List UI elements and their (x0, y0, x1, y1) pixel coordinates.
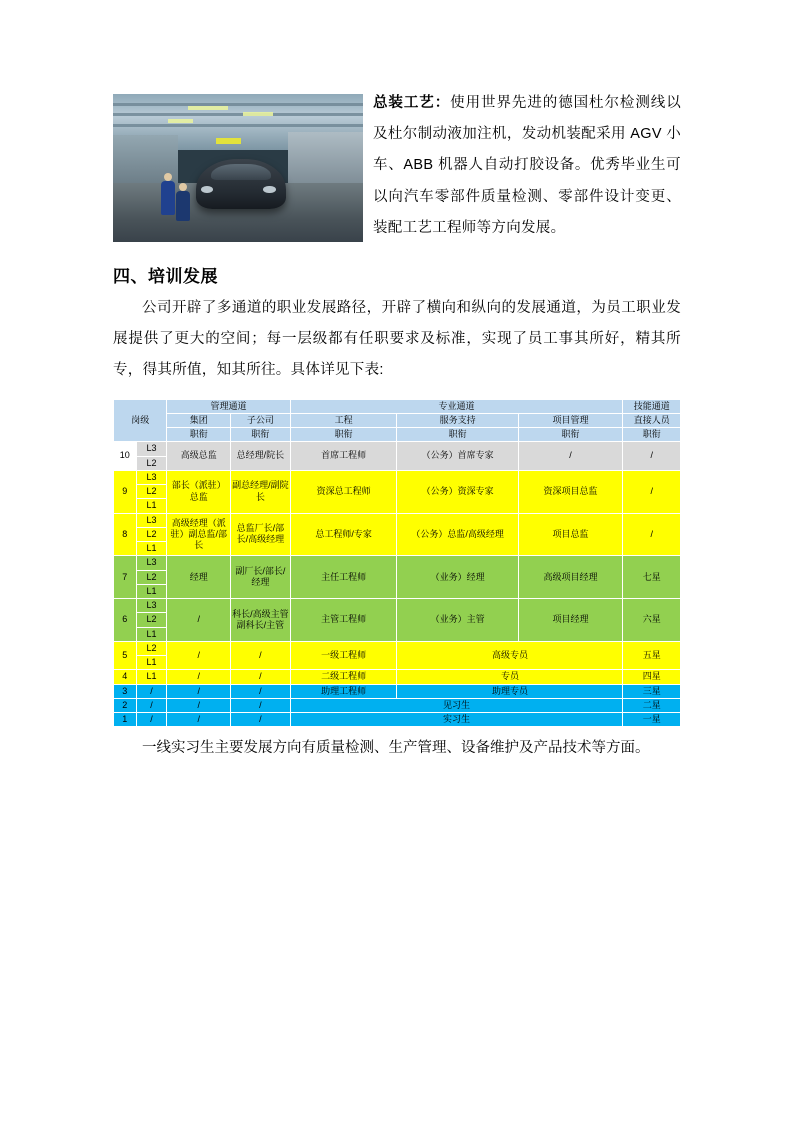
service-cell: （公务）资深专家 (397, 470, 518, 513)
skill-cell: / (623, 470, 681, 513)
eng-cell: 主管工程师 (290, 599, 397, 642)
header-skill-channel: 技能通道 (623, 399, 681, 413)
header-title-engineering: 职衔 (290, 428, 397, 442)
rank-cell: 7 (114, 556, 137, 599)
intro-block (113, 88, 681, 244)
career-path-table (113, 399, 681, 728)
level-cell: L2 (136, 570, 167, 584)
level-cell: / (136, 684, 167, 698)
level-cell: L2 (136, 527, 167, 541)
sub-cell: / (231, 713, 291, 727)
service-cell: （业务）经理 (397, 556, 518, 599)
eng-cell: 主任工程师 (290, 556, 397, 599)
table-row (114, 442, 681, 456)
table-row (114, 641, 681, 655)
skill-cell: 四星 (623, 670, 681, 684)
table-header-row-1 (114, 399, 681, 413)
header-title-group: 职衔 (167, 428, 231, 442)
level-cell: L3 (136, 599, 167, 613)
header-engineering: 工程 (290, 413, 397, 427)
level-cell: / (136, 713, 167, 727)
skill-cell: / (623, 513, 681, 556)
group-cell: / (167, 684, 231, 698)
level-cell: L1 (136, 584, 167, 598)
table-row (114, 599, 681, 613)
table-row (114, 713, 681, 727)
sub-cell: / (231, 684, 291, 698)
project-cell: / (518, 442, 623, 471)
level-cell: L1 (136, 499, 167, 513)
assembly-line-photo (113, 94, 363, 242)
header-rank: 岗级 (114, 399, 167, 442)
skill-cell: 一星 (623, 713, 681, 727)
level-cell: L2 (136, 485, 167, 499)
group-cell: 经理 (167, 556, 231, 599)
level-cell: L1 (136, 627, 167, 641)
header-direct-staff: 直接人员 (623, 413, 681, 427)
service-project-cell: 高级专员 (397, 641, 623, 670)
skill-cell: 五星 (623, 641, 681, 670)
project-cell: 资深项目总监 (518, 470, 623, 513)
service-cell: （业务）主管 (397, 599, 518, 642)
eng-cell: 一级工程师 (290, 641, 397, 670)
sub-cell: / (231, 698, 291, 712)
eng-cell: 首席工程师 (290, 442, 397, 471)
table-row (114, 470, 681, 484)
table-header-row-2 (114, 413, 681, 427)
group-cell: / (167, 670, 231, 684)
group-cell: / (167, 698, 231, 712)
table-row (114, 698, 681, 712)
rank-cell: 1 (114, 713, 137, 727)
level-cell: L3 (136, 556, 167, 570)
merged-all-cell: 实习生 (290, 713, 623, 727)
group-cell: 高级总监 (167, 442, 231, 471)
eng-cell: 总工程师/专家 (290, 513, 397, 556)
document-content (113, 88, 681, 764)
header-service-support: 服务支持 (397, 413, 518, 427)
level-cell: L1 (136, 656, 167, 670)
header-title-service: 职衔 (397, 428, 518, 442)
skill-cell: 三星 (623, 684, 681, 698)
service-cell: （公务）首席专家 (397, 442, 518, 471)
rank-cell: 10 (114, 442, 137, 471)
level-cell: L3 (136, 442, 167, 456)
eng-cell: 二级工程师 (290, 670, 397, 684)
rank-cell: 5 (114, 641, 137, 670)
merged-all-cell: 见习生 (290, 698, 623, 712)
level-cell: L3 (136, 470, 167, 484)
rank-cell: 6 (114, 599, 137, 642)
sub-cell: 科长/高级主管副科长/主管 (231, 599, 291, 642)
level-cell: L1 (136, 670, 167, 684)
level-cell: / (136, 698, 167, 712)
header-group: 集团 (167, 413, 231, 427)
level-cell: L2 (136, 456, 167, 470)
level-cell: L3 (136, 513, 167, 527)
rank-cell: 3 (114, 684, 137, 698)
group-cell: 高级经理（派驻）副总监/部长 (167, 513, 231, 556)
skill-cell: 六星 (623, 599, 681, 642)
level-cell: L2 (136, 641, 167, 655)
sub-cell: / (231, 641, 291, 670)
section-heading: 四、培训发展 (113, 267, 218, 286)
table-row (114, 556, 681, 570)
service-project-cell: 助理专员 (397, 684, 623, 698)
skill-cell: 七星 (623, 556, 681, 599)
rank-cell: 4 (114, 670, 137, 684)
header-professional-channel: 专业通道 (290, 399, 623, 413)
sub-cell: / (231, 670, 291, 684)
eng-cell: 资深总工程师 (290, 470, 397, 513)
intro-text: 使用世界先进的德国杜尔检测线以及杜尔制动液加注机，发动机装配采用 AGV 小车、ABB 机器人自动打胶设备。优秀毕业生可以向汽车零部件质量检测、零部件设计变更、装配工艺工程师等方向发展。 (373, 95, 681, 236)
section-paragraph: 公司开辟了多通道的职业发展路径，开辟了横向和纵向的发展通道，为员工职业发展提供了更大的空间；每一层级都有任职要求及标准，实现了员工事其所好，精其所专，得其所值，知其所往。具体详见下表: (113, 300, 681, 379)
header-project-management: 项目管理 (518, 413, 623, 427)
rank-cell: 2 (114, 698, 137, 712)
table-header-row-3 (114, 428, 681, 442)
project-cell: 项目总监 (518, 513, 623, 556)
skill-cell: / (623, 442, 681, 471)
eng-cell: 助理工程师 (290, 684, 397, 698)
header-subsidiary: 子公司 (231, 413, 291, 427)
rank-cell: 8 (114, 513, 137, 556)
table-row (114, 670, 681, 684)
header-title-subsidiary: 职衔 (231, 428, 291, 442)
header-title-skill: 职衔 (623, 428, 681, 442)
header-title-project: 职衔 (518, 428, 623, 442)
skill-cell: 二星 (623, 698, 681, 712)
level-cell: L1 (136, 542, 167, 556)
intro-lead: 总装工艺： (373, 95, 451, 111)
table-row (114, 513, 681, 527)
group-cell: / (167, 641, 231, 670)
level-cell: L2 (136, 613, 167, 627)
sub-cell: 副总经理/副院长 (231, 470, 291, 513)
sub-cell: 副厂长/部长/经理 (231, 556, 291, 599)
rank-cell: 9 (114, 470, 137, 513)
table-row (114, 684, 681, 698)
project-cell: 项目经理 (518, 599, 623, 642)
group-cell: / (167, 713, 231, 727)
service-cell: （公务）总监/高级经理 (397, 513, 518, 556)
group-cell: 部长（派驻）总监 (167, 470, 231, 513)
service-project-cell: 专员 (397, 670, 623, 684)
section-footer-paragraph: 一线实习生主要发展方向有质量检测、生产管理、设备维护及产品技术等方面。 (142, 740, 650, 757)
group-cell: / (167, 599, 231, 642)
project-cell: 高级项目经理 (518, 556, 623, 599)
header-management-channel: 管理通道 (167, 399, 290, 413)
sub-cell: 总监厂长/部长/高级经理 (231, 513, 291, 556)
sub-cell: 总经理/院长 (231, 442, 291, 471)
